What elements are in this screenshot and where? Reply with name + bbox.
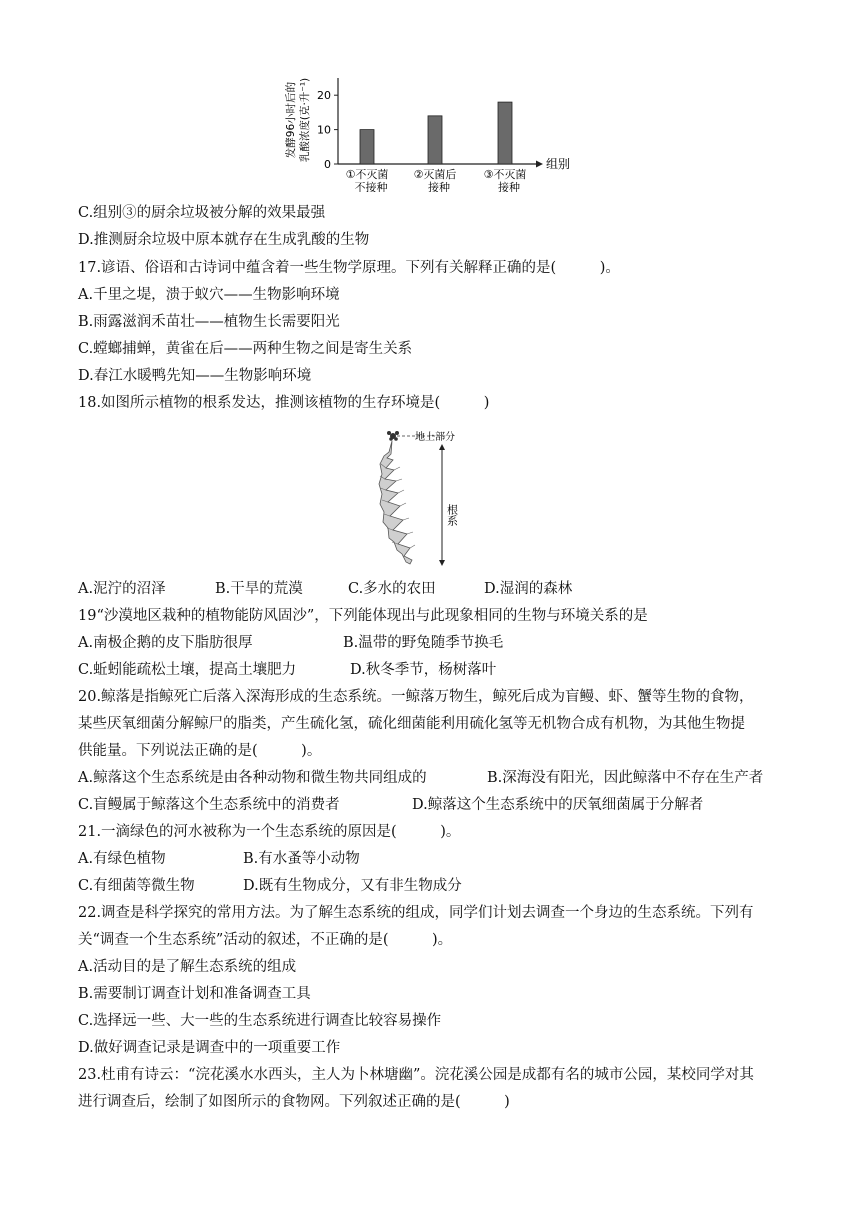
q17-option-b: B.雨露滋润禾苗壮——植物生长需要阳光 bbox=[78, 314, 340, 330]
q18-option-b: B.干旱的荒漠 bbox=[215, 581, 303, 597]
arrow-head-up bbox=[439, 444, 445, 450]
q19-option-c: C.蚯蚓能疏松土壤，提高土壤肥力 bbox=[78, 662, 297, 678]
y-ticks bbox=[317, 89, 338, 171]
root-system-drawing bbox=[379, 441, 412, 564]
q23-stem-line1: 23.杜甫有诗云：“浣花溪水水西头，主人为卜林塘幽”。浣花溪公园是成都有名的城市公园，某校同学对其 bbox=[78, 1067, 754, 1083]
q16-option-c: C.组别③的厨余垃圾被分解的效果最强 bbox=[78, 205, 326, 221]
q20-option-d: D.鲸落这个生态系统中的厌氧细菌属于分解者 bbox=[412, 797, 704, 813]
category-label: 接种 bbox=[498, 181, 520, 192]
q19-option-b: B.温带的野兔随季节换毛 bbox=[343, 635, 504, 651]
q19-option-d: D.秋冬季节，杨树落叶 bbox=[350, 662, 497, 678]
x-axis-label: 组别 bbox=[546, 157, 571, 171]
bars bbox=[360, 102, 512, 164]
q17-stem: 17.谚语、俗语和古诗词中蕴含着一些生物学原理。下列有关解释正确的是( )。 bbox=[78, 260, 620, 276]
category-label: 不接种 bbox=[354, 181, 388, 192]
q21-stem: 21.一滴绿色的河水被称为一个生态系统的原因是( )。 bbox=[78, 824, 461, 840]
arrow-head-down bbox=[439, 560, 445, 566]
category-labels bbox=[346, 167, 527, 192]
category-label: ③不灭菌 bbox=[483, 168, 527, 181]
q18-option-a: A.泥泞的沼泽 bbox=[78, 581, 166, 597]
q20-stem-line2: 某些厌氧细菌分解鲸尸的脂类，产生硫化氢，硫化细菌能利用硫化氢等无机物合成有机物，为其他生物提 bbox=[78, 716, 745, 732]
bar-1 bbox=[360, 130, 374, 164]
q17-option-c: C.螳螂捕蝉，黄雀在后——两种生物之间是寄生关系 bbox=[78, 341, 413, 357]
category-label: ①不灭菌 bbox=[345, 168, 389, 181]
q21-option-c: C.有细菌等微生物 bbox=[78, 878, 195, 894]
q19-option-a: A.南极企鹅的皮下脂肪很厚 bbox=[78, 635, 253, 651]
y-tick-label: 0 bbox=[324, 158, 331, 171]
q17-option-a: A.千里之堤，溃于蚁穴——生物影响环境 bbox=[78, 287, 340, 303]
q20-option-c: C.盲鳗属于鲸落这个生态系统中的消费者 bbox=[78, 797, 340, 813]
label-above-ground: 地上部分 bbox=[415, 432, 455, 443]
bar-3 bbox=[498, 102, 512, 164]
q22-option-c: C.选择远一些、大一些的生态系统进行调查比较容易操作 bbox=[78, 1013, 442, 1029]
q22-option-a: A.活动目的是了解生态系统的组成 bbox=[78, 959, 297, 975]
category-label: ②灭菌后 bbox=[413, 168, 457, 181]
q22-stem-line1: 22.调查是科学探究的常用方法。为了解生态系统的组成，同学们计划去调查一个身边的生态系统。下列有 bbox=[78, 905, 754, 921]
root-system-figure bbox=[370, 424, 480, 572]
bar-2 bbox=[428, 116, 442, 164]
y-tick-label: 10 bbox=[317, 123, 331, 137]
q17-option-d: D.春江水暖鸭先知——生物影响环境 bbox=[78, 368, 312, 384]
q20-stem-line3: 供能量。下列说法正确的是( )。 bbox=[78, 743, 322, 759]
ylabel-line: 发酵96小时后的 bbox=[285, 81, 297, 159]
category-label: 接种 bbox=[428, 181, 450, 192]
q18-option-d: D.湿润的森林 bbox=[484, 581, 573, 597]
x-axis-arrow bbox=[536, 161, 543, 168]
q22-stem-line2: 关“调查一个生态系统”活动的叙述，不正确的是( )。 bbox=[78, 932, 453, 948]
q22-option-d: D.做好调查记录是调查中的一项重要工作 bbox=[78, 1040, 341, 1056]
q23-stem-line2: 进行调查后，绘制了如图所示的食物网。下列叙述正确的是( ) bbox=[78, 1094, 510, 1110]
y-tick-label: 20 bbox=[317, 89, 331, 103]
q21-option-a: A.有绿色植物 bbox=[78, 851, 166, 867]
lactic-acid-bar-chart bbox=[280, 62, 580, 192]
q20-stem-line1: 20.鲸落是指鲸死亡后落入深海形成的生态系统。一鲸落万物生，鲸死后成为盲鳗、虾、蟹等生物的食物， bbox=[78, 689, 754, 705]
q19-stem: 19“沙漠地区栽种的植物能防风固沙”，下列能体现出与此现象相同的生物与环境关系的是 bbox=[78, 608, 648, 624]
ylabel-line: 乳酸浓度(克·升⁻¹) bbox=[299, 77, 311, 163]
q22-option-b: B.需要制订调查计划和准备调查工具 bbox=[78, 986, 311, 1002]
q20-option-a: A.鲸落这个生态系统是由各种动物和微生物共同组成的 bbox=[78, 770, 427, 786]
q16-option-d: D.推测厨余垃圾中原本就存在生成乳酸的生物 bbox=[78, 232, 370, 248]
q18-option-c: C.多水的农田 bbox=[348, 581, 436, 597]
q20-option-b: B.深海没有阳光，因此鲸落中不存在生产者 bbox=[487, 770, 764, 786]
label-root-system: 根系 bbox=[445, 504, 459, 526]
q21-option-b: B.有水蚤等小动物 bbox=[243, 851, 360, 867]
chart-ylabel bbox=[284, 78, 311, 162]
q18-stem: 18.如图所示植物的根系发达，推测该植物的生存环境是( ) bbox=[78, 395, 490, 411]
q21-option-d: D.既有生物成分，又有非生物成分 bbox=[243, 878, 462, 894]
